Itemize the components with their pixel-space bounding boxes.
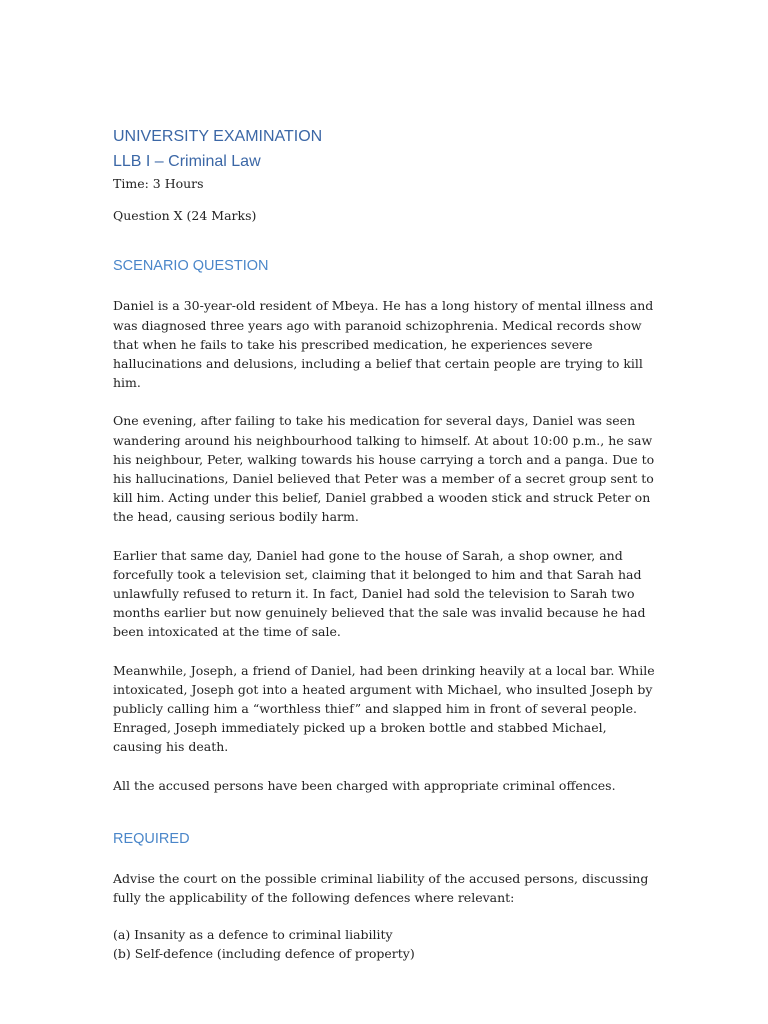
scenario-paragraph-2: One evening, after failing to take his medication for several days, Daniel was seen wandering around his neighbourhood talking to himself. At about 10:00 p.m., he saw his neighbour, Peter, walking towards his house carrying a torch and a panga. Due to his hallucinations, Daniel believed that Peter was a member of a secret group sent to kill him. Acting under this belief, Daniel grabbed a wooden stick and struck Peter on the head, causing serious bodily harm.	[113, 413, 655, 525]
defence-item-b: (b) Self-defence (including defence of property)	[113, 946, 415, 962]
required-instruction: Advise the court on the possible criminal liability of the accused persons, discussing fully the applicability of the following defences where relevant:	[113, 870, 649, 906]
defence-item-a: (a) Insanity as a defence to criminal liability	[113, 927, 393, 943]
exam-document	[113, 124, 658, 976]
scenario-paragraph-4: Meanwhile, Joseph, a friend of Daniel, had been drinking heavily at a local bar. While intoxicated, Joseph got into a heated argument with Michael, who insulted Joseph by publicly calling him a “worthless thief” and slapped him in front of several people. Enraged, Joseph immediately picked up a broken bottle and stabbed Michael, causing his death.	[113, 662, 655, 755]
scenario-paragraph-5: All the accused persons have been charged with appropriate criminal offences.	[113, 777, 616, 793]
defences-list	[113, 925, 658, 963]
course-title: LLB I – Criminal Law	[113, 153, 261, 170]
scenario-paragraph-3: Earlier that same day, Daniel had gone to the house of Sarah, a shop owner, and forcefully took a television set, claiming that it belonged to him and that Sarah had unlawfully refused to return it. In fact, Daniel had sold the television to Sarah two months earlier but now genuinely believed that the sale was invalid because he had been intoxicated at the time of sale.	[113, 547, 646, 640]
scenario-paragraph-1: Daniel is a 30-year-old resident of Mbeya. He has a long history of mental illness and was diagnosed three years ago with paranoid schizophrenia. Medical records show that when he fails to take his prescribed medication, he experiences severe hallucinations and delusions, including a belief that certain people are trying to kill him.	[113, 298, 654, 391]
scenario-heading: SCENARIO QUESTION	[113, 258, 269, 275]
exam-duration: Time: 3 Hours	[113, 176, 204, 191]
question-marks: Question X (24 Marks)	[113, 208, 257, 224]
required-heading: REQUIRED	[113, 830, 190, 847]
exam-title: UNIVERSITY EXAMINATION	[113, 128, 323, 145]
